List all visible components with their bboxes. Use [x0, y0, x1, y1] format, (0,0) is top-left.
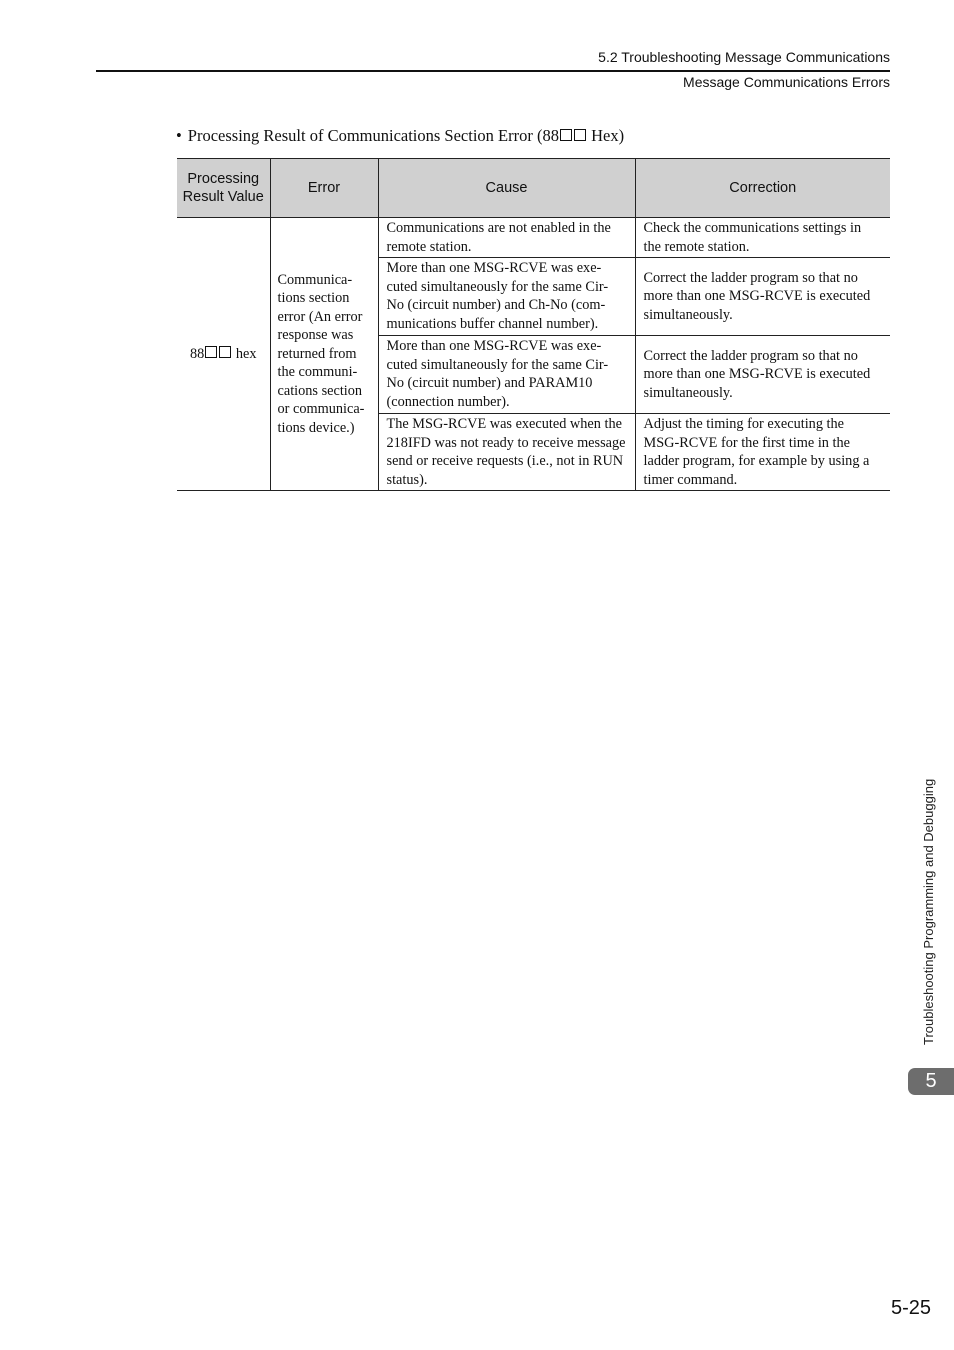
- running-header-section: 5.2 Troubleshooting Message Communications: [598, 49, 890, 65]
- placeholder-box-icon: [560, 129, 572, 141]
- processing-result-value-cell: [177, 218, 270, 491]
- error-cell: Communica- tions section error (An error response was returned from the communi- cations section or communica- tions device.): [270, 218, 378, 491]
- cause-cell: Communications are not enabled in the remote station.: [378, 218, 635, 258]
- cause-cell: More than one MSG-RCVE was exe- cuted simultaneously for the same Cir- No (circuit number) and PARAM10 (connection number).: [378, 336, 635, 414]
- side-tab-chapter-title: Troubleshooting Programming and Debugging: [921, 778, 936, 1045]
- cause-cell: More than one MSG-RCVE was exe- cuted simultaneously for the same Cir- No (circuit number) and Ch-No (com- munications buffer channel number).: [378, 258, 635, 336]
- correction-cell: Check the communications settings in the remote station.: [635, 218, 890, 258]
- value-prefix: 88: [189, 345, 205, 362]
- table-row: [177, 218, 890, 258]
- cause-cell: The MSG-RCVE was executed when the 218IFD was not ready to receive message send or receive requests (i.e., not in RUN status).: [378, 414, 635, 491]
- correction-cell: Adjust the timing for executing the MSG-RCVE for the first time in the ladder program, for example by using a timer command.: [635, 414, 890, 491]
- placeholder-box-icon: [219, 346, 231, 358]
- error-table: [177, 158, 890, 491]
- bullet: •: [176, 126, 182, 145]
- correction-cell: Correct the ladder program so that no more than one MSG-RCVE is executed simultaneously.: [635, 258, 890, 336]
- running-header-subsection: Message Communications Errors: [683, 74, 890, 90]
- page-number: 5-25: [890, 1297, 931, 1319]
- section-title-prefix: Processing Result of Communications Section Error (88: [187, 126, 559, 145]
- value-suffix: hex: [232, 345, 257, 362]
- placeholder-box-icon: [205, 346, 217, 358]
- section-title: [176, 126, 624, 146]
- header-rule: [96, 70, 890, 72]
- table-header-row: [177, 159, 890, 218]
- section-title-suffix: Hex): [586, 126, 625, 145]
- correction-cell: Correct the ladder program so that no more than one MSG-RCVE is executed simultaneously.: [635, 336, 890, 414]
- column-header-error: Error: [270, 159, 378, 218]
- chapter-number-tab: 5: [908, 1068, 954, 1095]
- column-header-processing-result-value: Processing Result Value: [177, 159, 270, 218]
- column-header-correction: Correction: [635, 159, 890, 218]
- placeholder-box-icon: [574, 129, 586, 141]
- column-header-cause: Cause: [378, 159, 635, 218]
